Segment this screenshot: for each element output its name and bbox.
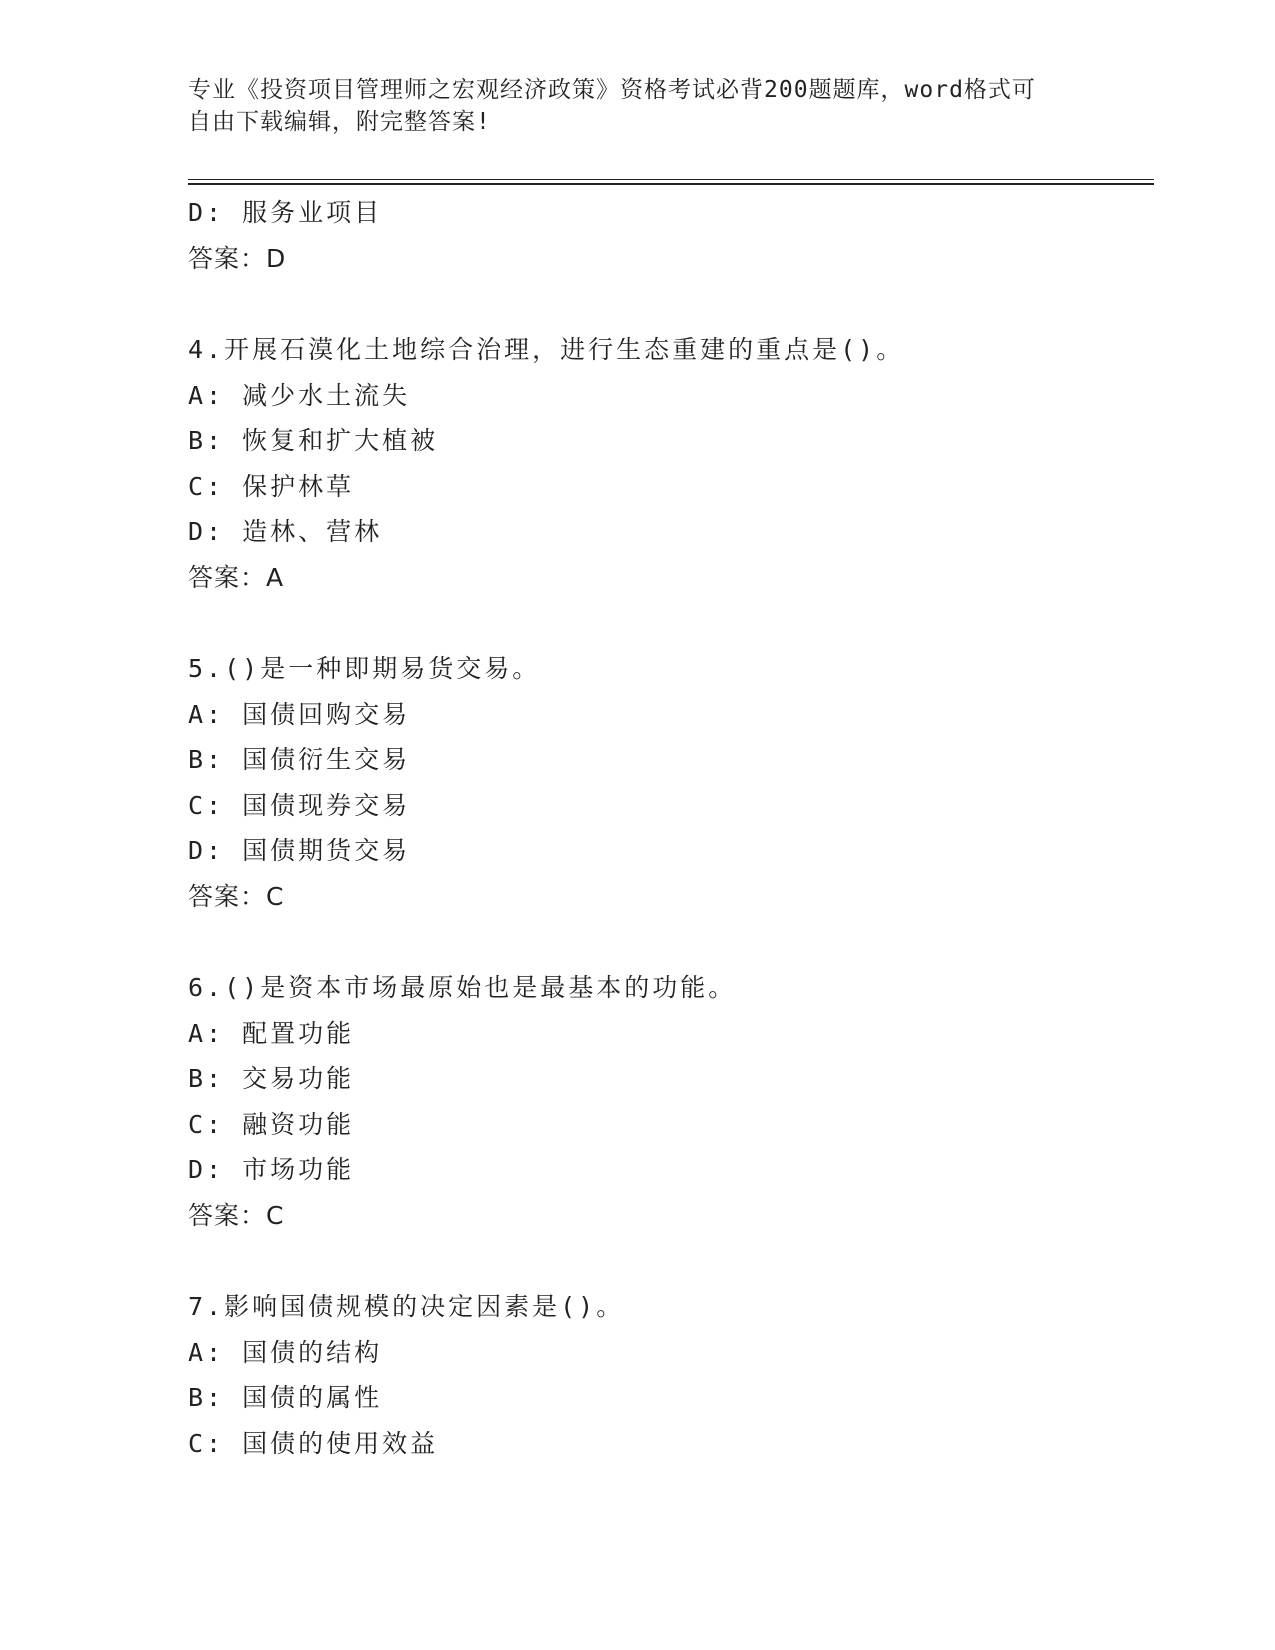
answer: 答案：C	[188, 1200, 285, 1230]
option-c: C: 融资功能	[188, 1109, 355, 1139]
answer: 答案：A	[188, 562, 285, 592]
question-4	[188, 327, 1148, 600]
answer: 答案：D	[188, 243, 287, 273]
option-a: A: 配置功能	[188, 1018, 355, 1048]
option-b: B: 恢复和扩大植被	[188, 426, 439, 455]
question-6	[188, 965, 1148, 1238]
option-d: D: 服务业项目	[188, 198, 383, 227]
question-7	[188, 1284, 1148, 1466]
header-divider-thin	[188, 179, 1154, 180]
question-5	[188, 646, 1148, 919]
question-stem: 6.()是资本市场最原始也是最基本的功能。	[188, 973, 737, 1002]
option-c: C: 国债现券交易	[188, 790, 411, 820]
question-list	[188, 190, 1148, 1466]
question-stem: 4.开展石漠化土地综合治理，进行生态重建的重点是()。	[188, 335, 905, 364]
option-d: D: 市场功能	[188, 1155, 355, 1184]
header-title-line-2: 自由下载编辑，附完整答案!	[188, 109, 491, 135]
header-title-line-1: 专业《投资项目管理师之宏观经济政策》资格考试必背200题题库，word格式可	[188, 77, 1036, 103]
option-d: D: 造林、营林	[188, 517, 383, 546]
spacer	[188, 1238, 1148, 1284]
option-a: A: 减少水土流失	[188, 380, 411, 410]
spacer	[188, 600, 1148, 646]
page-header	[188, 74, 1068, 138]
question-stem: 7.影响国债规模的决定因素是()。	[188, 1292, 625, 1321]
option-b: B: 交易功能	[188, 1064, 355, 1093]
spacer	[188, 281, 1148, 327]
option-a: A: 国债回购交易	[188, 699, 411, 729]
option-b: B: 国债的属性	[188, 1383, 383, 1412]
option-a: A: 国债的结构	[188, 1337, 383, 1367]
option-c: C: 国债的使用效益	[188, 1428, 439, 1458]
question-stem: 5.()是一种即期易货交易。	[188, 654, 541, 683]
previous-question-tail	[188, 190, 1148, 281]
answer: 答案：C	[188, 881, 285, 911]
option-b: B: 国债衍生交易	[188, 745, 411, 774]
option-d: D: 国债期货交易	[188, 836, 411, 865]
header-divider-thick	[188, 183, 1154, 185]
option-c: C: 保护林草	[188, 471, 355, 501]
spacer	[188, 919, 1148, 965]
